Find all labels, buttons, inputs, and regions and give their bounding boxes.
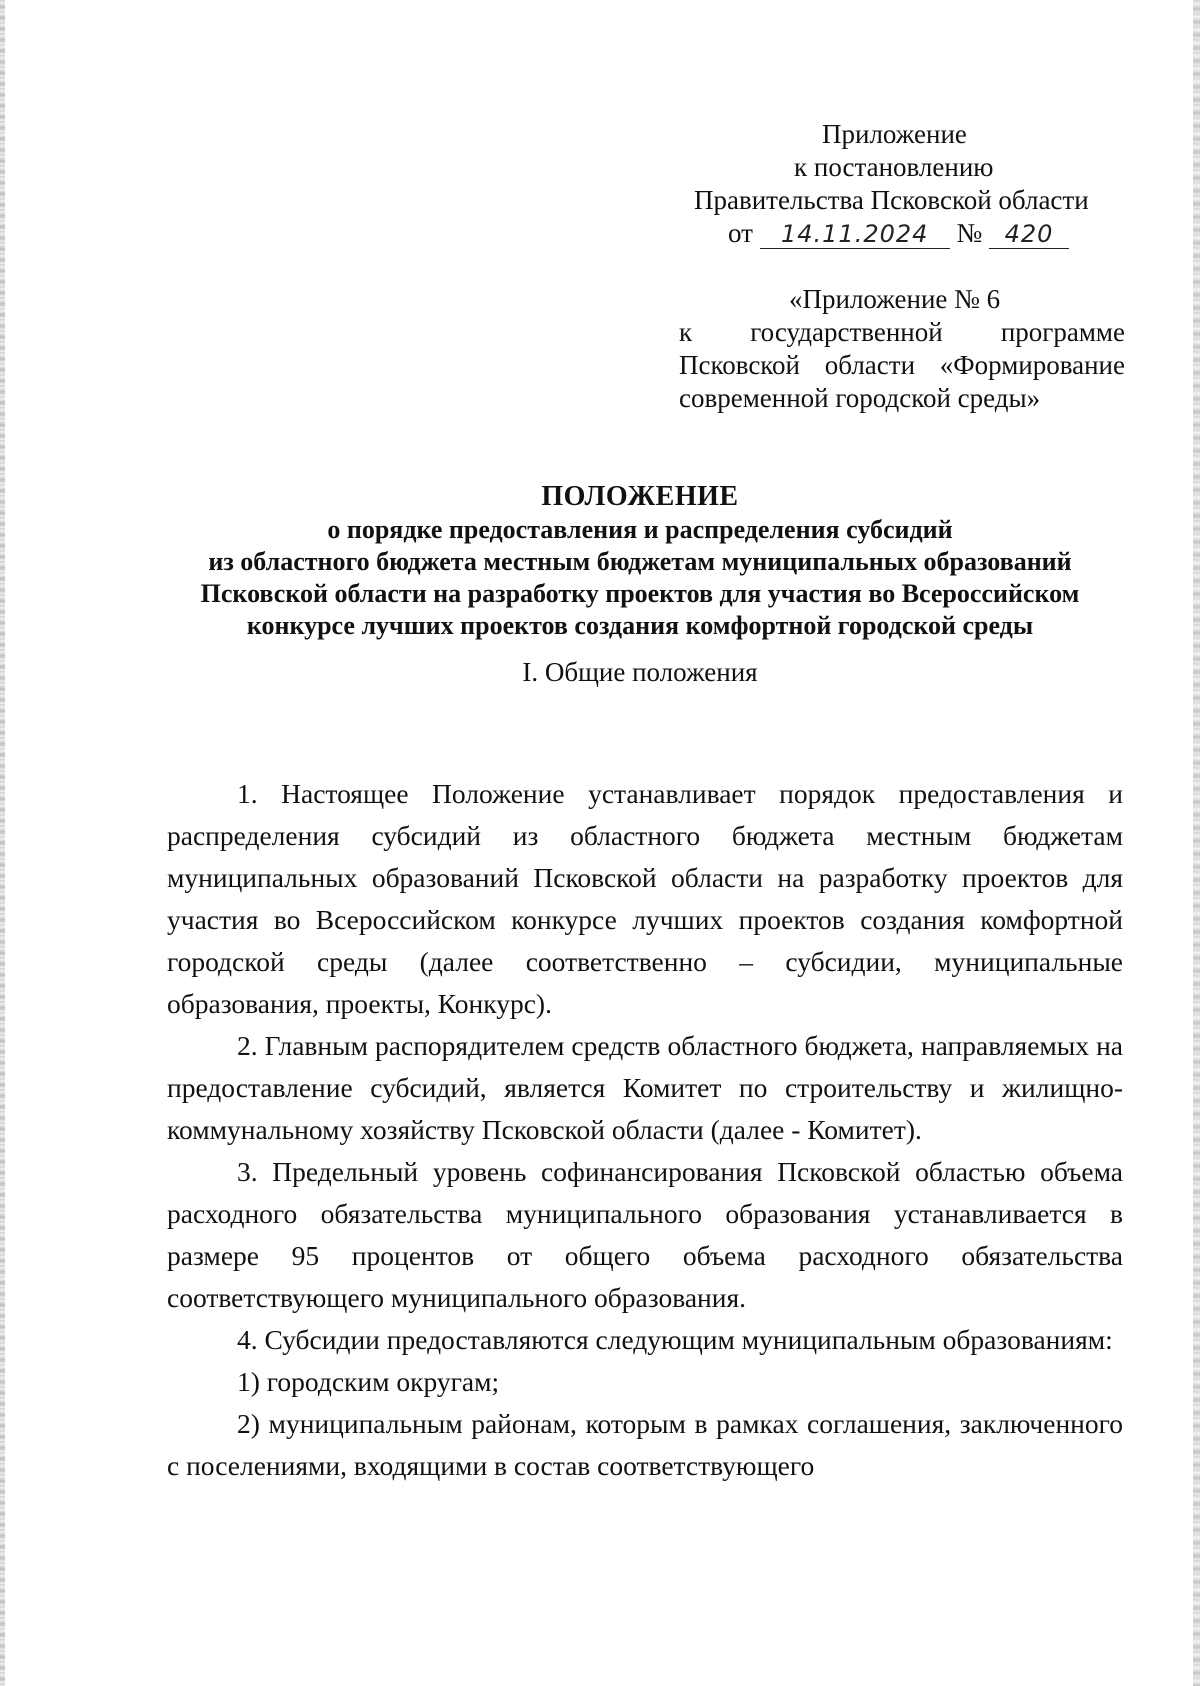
approval-line-3: Правительства Псковской области (694, 185, 1089, 215)
document-title: ПОЛОЖЕНИЕ (541, 481, 739, 512)
document-title-block (160, 480, 1120, 642)
document-subtitle-line: Псковской области на разработку проектов для участия во Всероссийском (200, 579, 1080, 608)
number-prefix: № (956, 218, 983, 248)
section-heading: I. Общие положения (522, 657, 758, 687)
handwritten-number: 420 (989, 220, 1069, 249)
approval-line-1: Приложение (822, 119, 967, 149)
appendix-description: к государственной программе Псковской области «Формирование современной городской среды» (679, 317, 1125, 413)
document-body (167, 773, 1123, 1487)
date-prefix: от (728, 218, 753, 248)
document-subtitle-line: конкурсе лучших проектов создания комфортной городской среды (246, 611, 1034, 640)
appendix-block (679, 283, 1125, 415)
handwritten-date: 14.11.2024 (760, 220, 950, 249)
paragraph-3: 3. Предельный уровень софинансирования Псковской областью объема расходного обязательства муниципального образования устанавливается в размере 95 процентов от общего объема расходного обязательства соответствующего муниципального образования. (167, 1156, 1123, 1313)
list-item-2: 2) муниципальным районам, которым в рамках соглашения, заключенного с поселениями, входящими в состав соответствующего (167, 1408, 1123, 1481)
list-item-1: 1) городским округам; (237, 1366, 500, 1397)
approval-line-2: к постановлению (794, 152, 994, 182)
scan-edge-left (0, 0, 5, 1686)
appendix-title: «Приложение № 6 (789, 284, 1001, 314)
document-subtitle-line: о порядке предоставления и распределения субсидий (327, 515, 953, 544)
paragraph-2: 2. Главным распорядителем средств областного бюджета, направляемых на предоставление субсидий, является Комитет по строительству и жилищно-коммунальному хозяйству Псковской области (далее - Комитет). (167, 1030, 1123, 1145)
document-subtitle-line: из областного бюджета местным бюджетам муниципальных образований (208, 547, 1072, 576)
paragraph-4: 4. Субсидии предоставляются следующим муниципальным образованиям: (237, 1324, 1113, 1355)
approval-date-line (690, 217, 1110, 250)
approval-block (690, 118, 1110, 250)
scan-edge-right (1193, 0, 1200, 1686)
paragraph-1: 1. Настоящее Положение устанавливает порядок предоставления и распределения субсидий из областного бюджета местным бюджетам муниципальных образований Псковской области на разработку проектов для участия во Всероссийском конкурсе лучших проектов создания комфортной городской среды (далее соответственно – субсидии, муниципальные образования, проекты, Конкурс). (167, 778, 1123, 1019)
